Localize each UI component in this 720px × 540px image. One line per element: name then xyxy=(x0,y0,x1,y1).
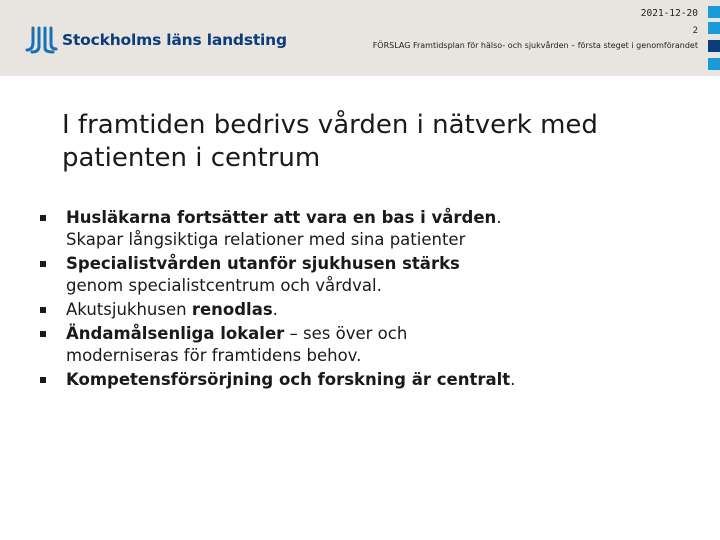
bullet-text: – ses över och moderniseras för framtidens behov. xyxy=(66,324,408,365)
bullet-list xyxy=(40,207,520,393)
square-bullet-icon xyxy=(40,215,46,221)
square-bullet-icon xyxy=(40,377,46,383)
bullet-text: genom specialistcentrum och vårdval. xyxy=(66,276,382,295)
bullet-item xyxy=(40,299,520,321)
bullet-bold: Kompetensförsörjning och forskning är centralt xyxy=(66,370,511,389)
accent-square xyxy=(708,40,720,52)
bullet-text: . Skapar långsiktiga relationer med sina patienter xyxy=(66,208,502,249)
square-bullet-icon xyxy=(40,307,46,313)
bullet-item xyxy=(40,207,520,251)
accent-square xyxy=(708,22,720,34)
bullet-item xyxy=(40,369,520,391)
org-logo xyxy=(24,26,287,54)
bullet-text: Akutsjukhusen xyxy=(66,300,192,319)
square-bullet-icon xyxy=(40,261,46,267)
bullet-text: . xyxy=(272,300,278,319)
accent-square xyxy=(708,6,720,18)
bullet-bold: Husläkarna fortsätter att vara en bas i vården xyxy=(66,208,497,227)
page-number: 2 xyxy=(692,26,698,36)
bullet-bold: Ändamålsenliga lokaler xyxy=(66,324,285,343)
slide-header xyxy=(0,0,720,76)
org-name: Stockholms läns landsting xyxy=(62,31,287,49)
slide-subtitle: FÖRSLAG Framtidsplan för hälso- och sjukvården – första steget i genomförandet xyxy=(372,41,698,50)
bullet-item xyxy=(40,323,520,367)
slide-date: 2021-12-20 xyxy=(640,8,698,19)
sll-logo-icon xyxy=(24,26,58,54)
accent-square xyxy=(708,58,720,70)
bullet-bold: Specialistvården utanför sjukhusen stärks xyxy=(66,254,460,273)
bullet-text: . xyxy=(510,370,516,389)
slide-title: I framtiden bedrivs vården i nätverk med patienten i centrum xyxy=(62,110,598,174)
bullet-bold: renodlas xyxy=(191,300,273,319)
bullet-item xyxy=(40,253,520,297)
square-bullet-icon xyxy=(40,331,46,337)
